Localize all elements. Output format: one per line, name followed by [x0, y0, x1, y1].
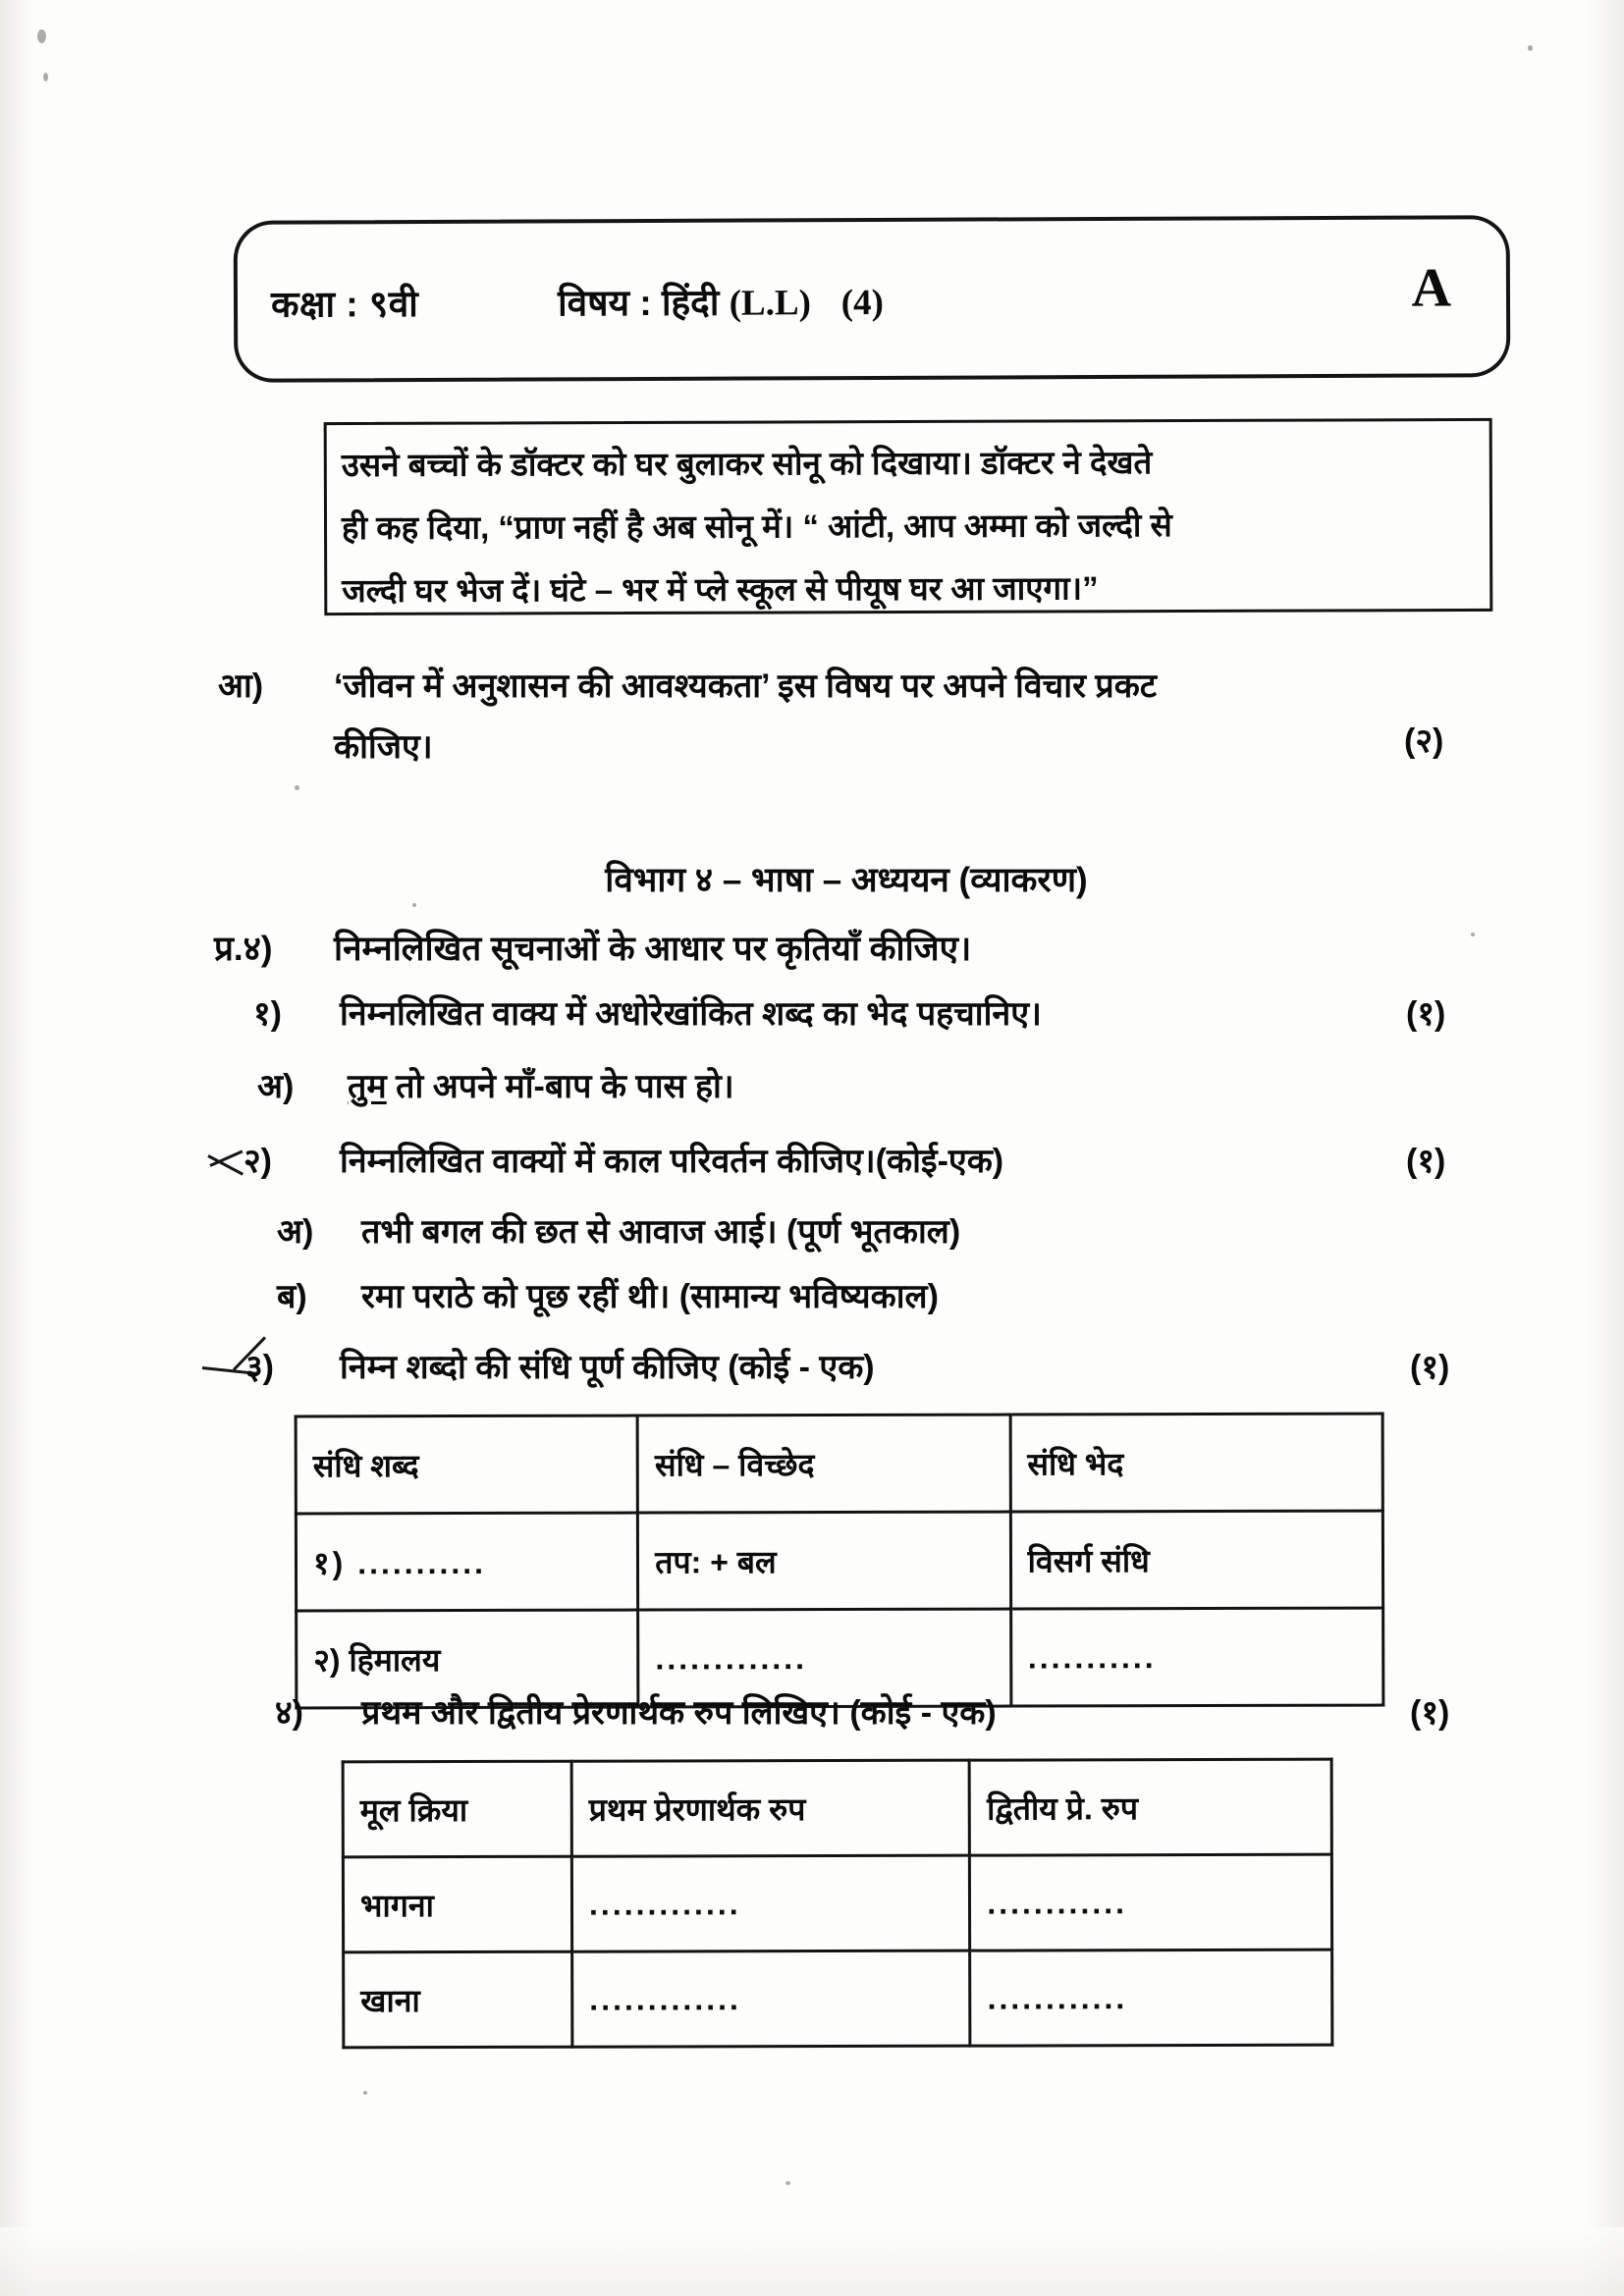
- question-aa-label: आ): [218, 667, 264, 705]
- subject-label-text: विषय : हिंदी: [557, 282, 730, 324]
- question-4-item-3-marks: (१): [1410, 1349, 1450, 1386]
- prerna-header-pratham: प्रथम प्रेरणार्थक रुप: [571, 1760, 970, 1856]
- prerna-row-2-mool-kriya: खाना: [344, 1951, 572, 2048]
- question-4-item-4-text: प्रथम और द्वितीय प्रेरणार्थक रुप लिखिए। (कोई - एक): [361, 1694, 997, 1732]
- question-4-item-4: [275, 1688, 1542, 1734]
- table-header-row: [343, 1759, 1331, 1857]
- sandhi-header-word: संधि शब्द: [296, 1415, 637, 1514]
- subject-marks: (4): [840, 282, 884, 324]
- question-4-item-2-sub-a-label: अ): [277, 1213, 314, 1251]
- prerna-row-1-pratham: .............: [571, 1855, 970, 1951]
- question-4-item-2-text: निम्नलिखित वाक्यों में काल परिवर्तन कीजिए।(कोई-एक): [340, 1143, 1004, 1180]
- question-4-item-1-text: निम्नलिखित वाक्य में अधोरेखांकित शब्द का भेद पहचानिए।: [340, 995, 1042, 1033]
- question-4-item-3: [245, 1343, 1512, 1388]
- question-4-item-2-label: २): [244, 1143, 273, 1180]
- table-row: [344, 1949, 1332, 2048]
- subject-code: (L.L): [729, 283, 811, 324]
- question-4-item-2-sub-b: [277, 1272, 1543, 1317]
- question-aa-text: [334, 656, 1494, 777]
- question-4-item-2-sub-a-text: तभी बगल की छत से आवाज आई। (पूर्ण भूतकाल): [361, 1213, 961, 1251]
- sandhi-row-1-word: १) ...........: [296, 1513, 637, 1611]
- section-heading: विभाग ४ – भाषा – अध्ययन (व्याकरण): [605, 861, 1088, 899]
- sandhi-row-1-vichched: तप: + बल: [638, 1512, 1011, 1610]
- question-4-item-2-sub-b-text: रमा पराठे को पूछ रहीं थी। (सामान्य भविष्यकाल): [361, 1278, 939, 1315]
- table-row: [343, 1854, 1331, 1952]
- prerna-table: [342, 1758, 1334, 2050]
- question-4-item-2: [244, 1137, 1510, 1182]
- subject-label: [558, 275, 884, 326]
- seat-letter: A: [1411, 257, 1452, 319]
- question-4-label: प्र.४): [214, 930, 273, 968]
- table-row: [296, 1511, 1382, 1611]
- question-4-item-1-sub-a-text: [348, 1062, 1524, 1107]
- prerna-row-2-dwitiya: ............: [970, 1949, 1332, 2046]
- sandhi-row-2-word: २) हिमालय: [297, 1610, 638, 1708]
- passage-line-2: ही कह दिया, “प्राण नहीं है अब सोनू में। “ आंटी, आप अम्मा को जल्दी से: [341, 507, 1172, 547]
- question-4-text: निम्नलिखित सूचनाओं के आधार पर कृतियाँ कीजिए।: [334, 930, 972, 968]
- prerna-header-mool-kriya: मूल क्रिया: [343, 1761, 571, 1857]
- sandhi-header-bhed: संधि भेद: [1010, 1414, 1383, 1512]
- question-4-item-1-label: १): [253, 995, 283, 1033]
- question-4-item-2-sub-b-label: ब): [277, 1278, 307, 1315]
- passage-line-1: उसने बच्चों के डॉक्टर को घर बुलाकर सोनू को दिखाया। डॉक्टर ने देखते: [341, 444, 1153, 484]
- sandhi-row-2-bhed: ...........: [1010, 1608, 1383, 1706]
- question-4-item-3-label: ३): [245, 1349, 275, 1386]
- question-4-item-1: [253, 989, 1520, 1035]
- prerna-row-1-dwitiya: ............: [970, 1854, 1332, 1950]
- question-4-item-1-sub-a-rest: तो अपने माँ-बाप के पास हो।: [386, 1068, 734, 1105]
- question-4-item-2-sub-a: [277, 1207, 1543, 1253]
- question-4-item-2-marks: (१): [1406, 1143, 1446, 1180]
- passage-line-3: जल्दी घर भेज दें। घंटे – भर में प्ले स्कूल से पीयूष घर आ जाएगा।”: [342, 569, 1099, 610]
- question-4: [214, 925, 1510, 971]
- table-header-row: [296, 1414, 1382, 1514]
- question-aa-marks: (२): [1404, 722, 1444, 760]
- header-contents: [234, 215, 1511, 383]
- prerna-header-dwitiya: द्वितीय प्रे. रुप: [969, 1759, 1331, 1855]
- sandhi-row-1-bhed: विसर्ग संधि: [1010, 1511, 1383, 1609]
- question-4-item-4-label: ४): [275, 1694, 304, 1732]
- question-4-item-3-text: निम्न शब्दो की संधि पूर्ण कीजिए (कोई - एक): [340, 1349, 875, 1386]
- question-4-item-1-sub-a: [257, 1062, 1524, 1107]
- prerna-row-1-mool-kriya: भागना: [343, 1856, 571, 1952]
- sandhi-header-vichched: संधि – विच्छेद: [637, 1415, 1010, 1513]
- underlined-word: तुम: [348, 1068, 387, 1105]
- sandhi-row-2-vichched: .............: [638, 1609, 1011, 1707]
- sandhi-table: [295, 1413, 1385, 1710]
- question-4-item-1-sub-a-label: अ): [257, 1068, 295, 1105]
- question-4-item-1-marks: (१): [1406, 995, 1446, 1033]
- question-4-item-4-marks: (१): [1410, 1694, 1450, 1732]
- class-label: कक्षा : ९वी: [270, 284, 419, 325]
- prerna-row-2-pratham: .............: [572, 1950, 971, 2047]
- question-aa-line-1: ‘जीवन में अनुशासन की आवश्यकता’ इस विषय पर अपने विचार प्रकट: [334, 667, 1158, 705]
- passage-text: [342, 430, 1487, 622]
- question-aa: [218, 656, 1494, 777]
- question-aa-line-2: कीजिए।: [334, 728, 433, 766]
